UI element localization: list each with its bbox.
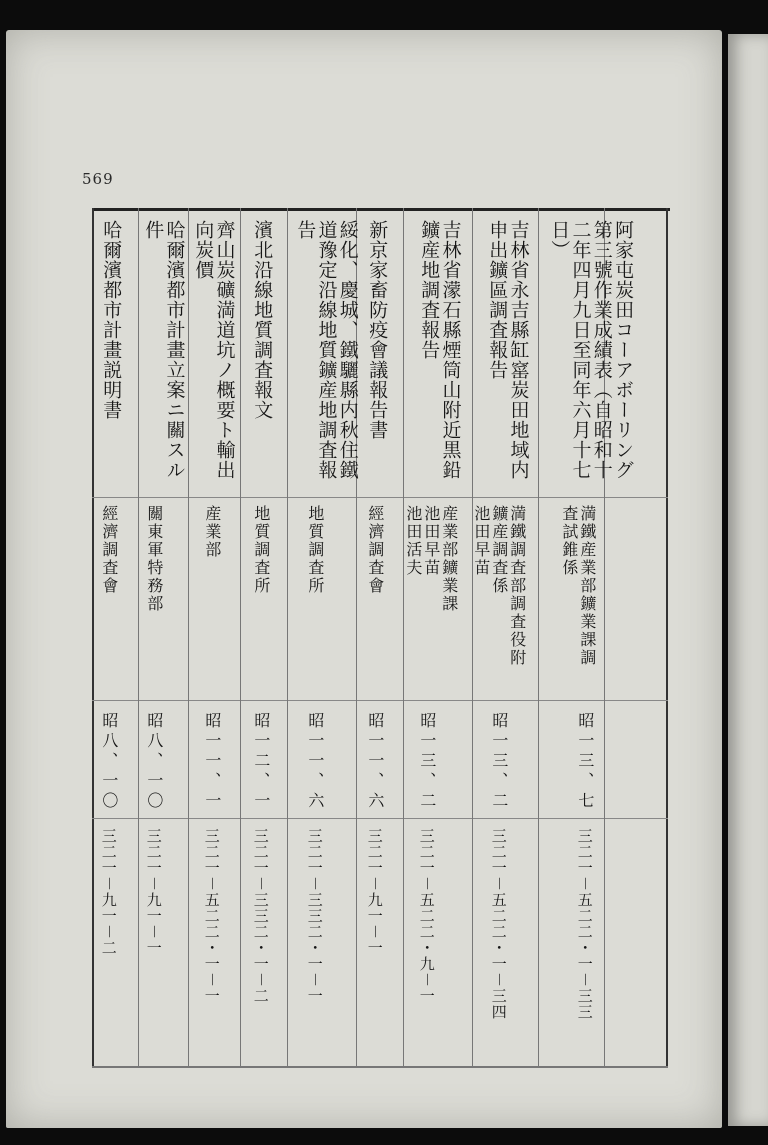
entry-date: 昭一一、六 [305,712,325,812]
entry-title: 綏化、慶城、鐵驪縣内秋住鐵 道豫定沿線地質鑛産地調査報 告 [294,220,359,480]
table-top-rule [92,208,670,211]
row-divider [240,208,241,1066]
page-number: 569 [82,170,114,188]
entry-call-number: 三二一－五二二・九－一 [417,828,436,1005]
entry-call-number: 三二一－三三二・一－一 [305,828,324,1005]
entry-author: 満鐵産業部鑛業課調 査試錐係 [559,505,597,667]
divider-author-date [92,700,668,701]
entry-call-number: 三二一－九一－一 [144,828,163,957]
entry-date: 昭八、一〇 [99,712,119,812]
entry-title: 新京家畜防疫會議報告書 [366,220,389,440]
entry-call-number: 三二一－九一－二 [99,828,118,957]
entry-title: 濱北沿線地質調査報文 [251,220,274,420]
entry-author: 經濟調査會 [365,505,385,595]
entry-title: 阿家屯炭田コーアボーリング 第三號作業成績表（自昭和十 二年四月九日至同年六月十七 日） [548,220,635,480]
divider-title-author [92,497,668,498]
entry-call-number: 三二一－五二二・一－三三 [575,828,594,1021]
entry-title: 吉林省永吉縣缸窰炭田地域内 申出鑛區調査報告 [486,220,530,480]
entry-author: 産業部鑛業課 池田早苗 池田活夫 [403,505,459,613]
entry-date: 昭一二、一 [251,712,271,812]
entry-author: 地質調査所 [305,505,325,595]
entry-date: 昭八、一〇 [144,712,164,812]
entry-author: 地質調査所 [251,505,271,595]
entry-author: 産業部 [202,505,222,559]
entry-call-number: 三二一－九一－一 [365,828,384,957]
row-divider [188,208,189,1066]
divider-date-callno [92,818,668,819]
entry-date: 昭一三、二 [489,712,509,812]
entry-date: 昭一三、二 [417,712,437,812]
adjacent-page-edge [728,34,768,1126]
entry-title: 吉林省濛石縣煙筒山附近黒鉛 鑛産地調査報告 [418,220,462,480]
entry-call-number: 三二一－五二二・一－三四 [489,828,508,1021]
entry-call-number: 三二一－三三二・一－二 [251,828,270,1005]
entry-author: 經濟調査會 [99,505,119,595]
entry-title: 齊山炭礦満道坑ノ概要ト輸出 向炭價 [192,220,236,480]
row-divider [138,208,139,1066]
table-right-rule [666,208,668,1066]
entry-author: 満鐵調査部調査役附 鑛産調査係 池田早苗 [471,505,527,667]
entry-title: 哈爾濱都市計畫立案ニ關スル 件 [142,220,186,480]
entry-date: 昭一一、六 [365,712,385,812]
entry-date: 昭一三、七 [575,712,595,812]
entry-date: 昭一一、一 [202,712,222,812]
table-bottom-rule [92,1066,668,1068]
row-divider [287,208,288,1066]
entry-author: 關東軍特務部 [144,505,164,613]
entry-call-number: 三二一－五二二・一－一 [202,828,221,1005]
table-left-rule [92,208,94,1066]
entry-title: 哈爾濱都市計畫説明書 [100,220,123,420]
row-divider [538,208,539,1066]
